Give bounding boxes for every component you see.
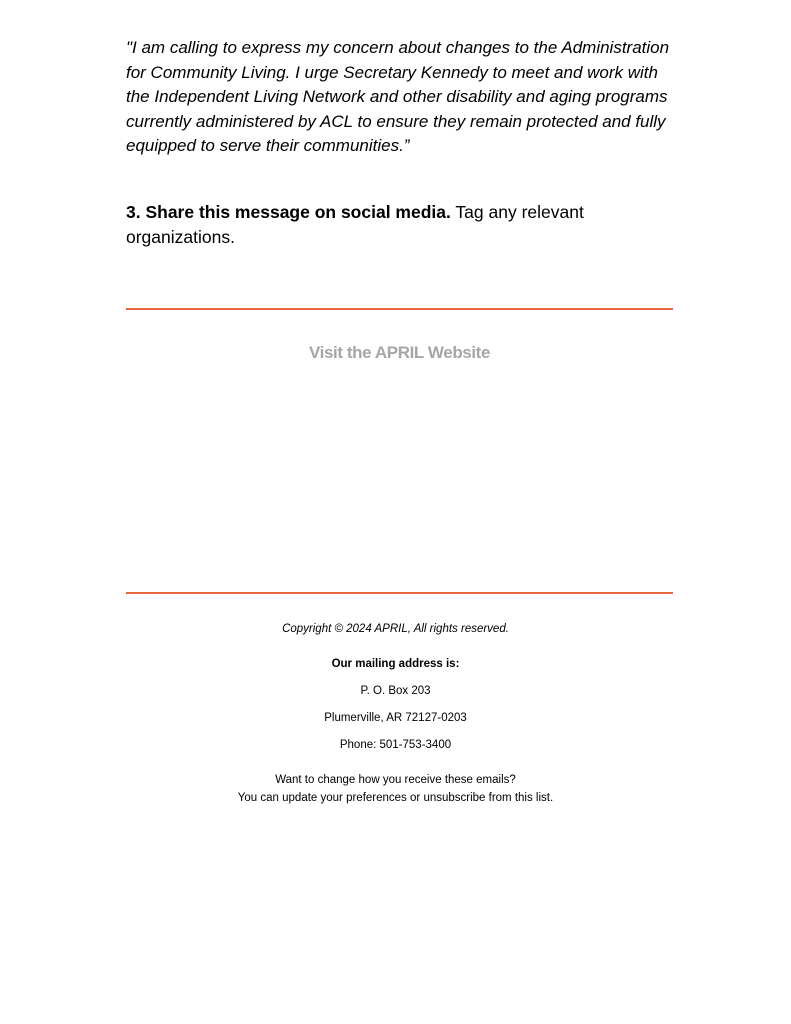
mailing-address-heading: Our mailing address is: — [331, 658, 460, 670]
preferences-line — [0, 791, 791, 806]
update-preferences-link[interactable]: update your preferences — [282, 792, 407, 804]
top-divider — [126, 308, 673, 310]
bottom-divider — [126, 592, 673, 594]
call-script-quote: "I am calling to express my concern about changes to the Administration for Community Living. I urge Secretary Kennedy to meet and work with the Independent Living Network and other disability and aging programs currently administered by ACL to ensure they remain protected and fully equipped to serve their communities.” — [126, 38, 670, 155]
city-line: Plumerville, AR 72127-0203 — [324, 712, 467, 724]
preferences-suffix: . — [549, 792, 554, 804]
copyright-text: Copyright © 2024 APRIL, All rights reserved. — [282, 623, 509, 635]
po-box-line: P. O. Box 203 — [360, 685, 431, 697]
step-3-heading: 3. Share this message on social media. — [126, 202, 451, 222]
preferences-question: Want to change how you receive these emails? — [275, 774, 516, 786]
phone-line: Phone: 501-753-3400 — [339, 739, 452, 751]
preferences-prefix: You can — [237, 792, 283, 804]
step-3-instruction — [126, 200, 682, 250]
unsubscribe-link[interactable]: unsubscribe from this list — [423, 792, 550, 804]
step-3-text: Tag any relevant organizations. — [126, 202, 584, 247]
preferences-middle: or — [406, 792, 424, 804]
visit-website-link[interactable]: Visit the APRIL Website — [309, 343, 490, 362]
